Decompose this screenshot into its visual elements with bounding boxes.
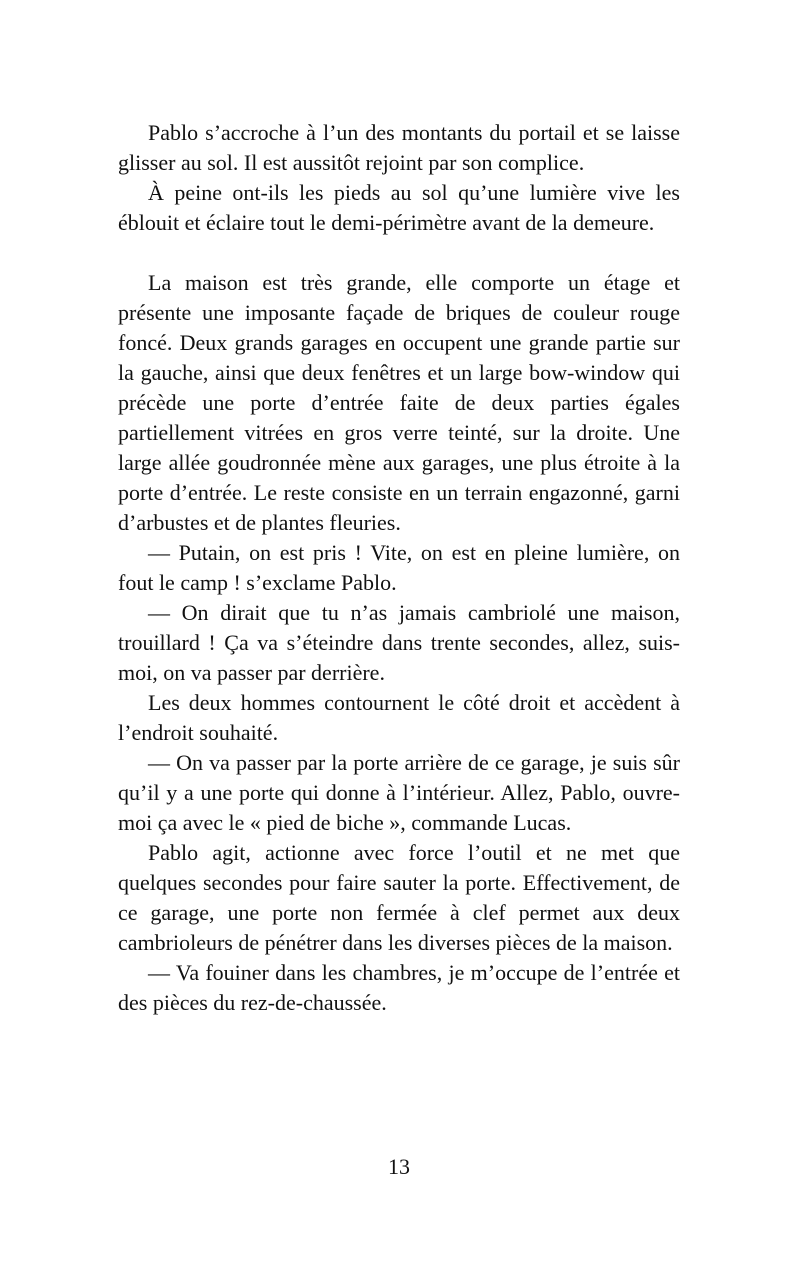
paragraph: Les deux hommes contournent le côté droit et accèdent à l’endroit souhaité. <box>118 690 680 745</box>
paragraph: — On dirait que tu n’as jamais cambriolé une maison, trouillard ! Ça va s’éteindre dans trente secondes, allez, suis-moi, on va passer par derrière. <box>118 600 680 685</box>
paragraph: — Va fouiner dans les chambres, je m’occupe de l’entrée et des pièces du rez-de-chaussée. <box>118 960 680 1015</box>
paragraph: — On va passer par la porte arrière de ce garage, je suis sûr qu’il y a une porte qui donne à l’intérieur. Allez, Pablo, ouvre-moi ça avec le « pied de biche », commande Lucas. <box>118 750 680 835</box>
page-number: 13 <box>388 1154 410 1179</box>
paragraph: À peine ont-ils les pieds au sol qu’une lumière vive les éblouit et éclaire tout le demi-périmètre avant de la demeure. <box>118 180 680 235</box>
paragraph: La maison est très grande, elle comporte un étage et présente une imposante façade de briques de couleur rouge foncé. Deux grands garages en occupent une grande partie sur la gauche, ainsi que deux fenêtres et un large bow-window qui précède une porte d’entrée faite de deux parties égales partiellement vitrées en gros verre teinté, sur la droite. Une large allée goudronnée mène aux garages, une plus étroite à la porte d’entrée. Le reste consiste en un terrain engazonné, garni d’arbustes et de plantes fleuries. <box>118 270 680 535</box>
paragraph: Pablo s’accroche à l’un des montants du portail et se laisse glisser au sol. Il est aussitôt rejoint par son complice. <box>118 120 680 175</box>
paragraph: Pablo agit, actionne avec force l’outil et ne met que quelques secondes pour faire sauter la porte. Effectivement, de ce garage, une porte non fermée à clef permet aux deux cambrioleurs de pénétrer dans les diverses pièces de la maison. <box>118 840 680 955</box>
paragraph: — Putain, on est pris ! Vite, on est en pleine lumière, on fout le camp ! s’exclame Pablo. <box>118 540 680 595</box>
page-body <box>118 118 680 1018</box>
